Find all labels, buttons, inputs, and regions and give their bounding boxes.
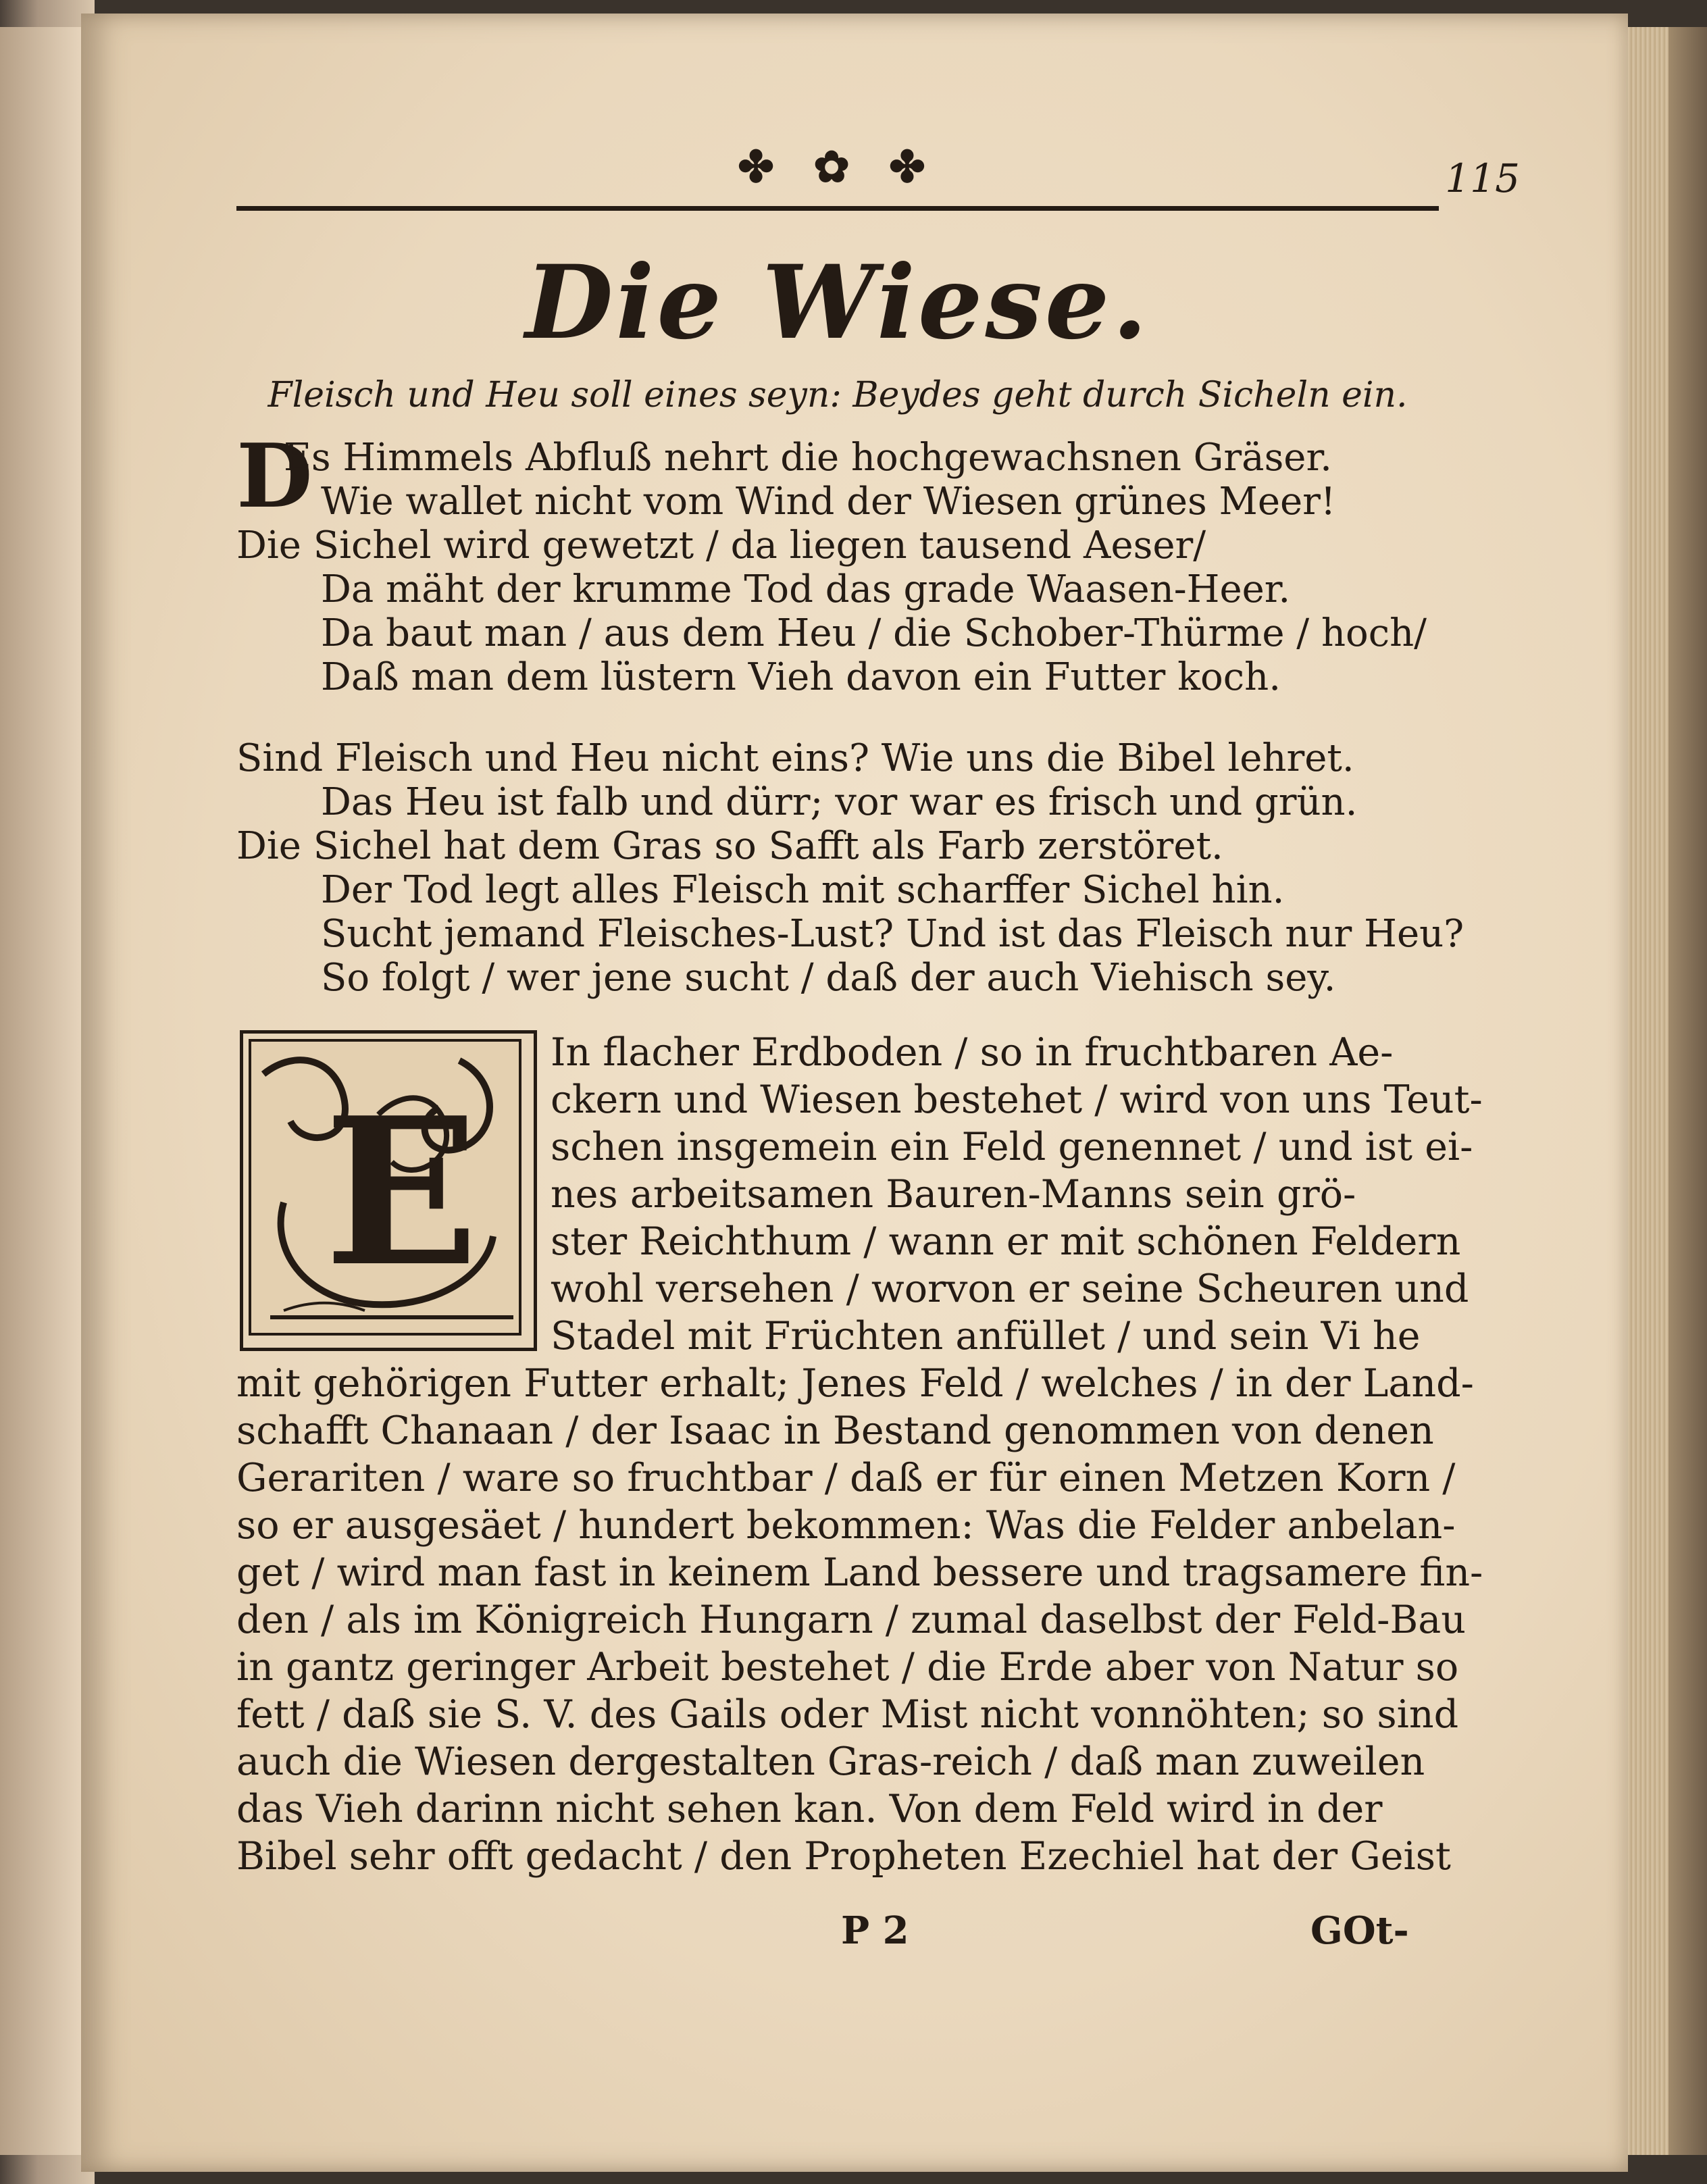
motto: Fleisch und Heu soll eines seyn: Beydes geht durch Sicheln ein. — [267, 375, 1408, 415]
poem-line: Sind Fleisch und Heu nicht eins? Wie uns die Bibel lehret. — [236, 736, 1354, 780]
poem-drop-initial: D — [236, 424, 313, 528]
prose-line: Gerariten / ware so fruchtbar / daß er für einen Metzen Korn / — [236, 1456, 1456, 1500]
prose-line: Bibel sehr offt gedacht / den Propheten Ezechiel hat der Geist — [236, 1834, 1451, 1879]
poem-line: Die Sichel hat dem Gras so Safft als Farb zerstöret. — [236, 824, 1223, 868]
poem-line: So folgt / wer jene sucht / daß der auch Viehisch sey. — [321, 956, 1336, 1000]
prose-line: nes arbeitsamen Bauren-Manns sein grö- — [551, 1172, 1356, 1217]
poem-line: Der Tod legt alles Fleisch mit scharffer Sichel hin. — [321, 868, 1285, 912]
prose-line: Stadel mit Früchten anfüllet / und sein Vi he — [551, 1314, 1421, 1358]
poem-line: Da mäht der krumme Tod das grade Waasen-Heer. — [321, 567, 1291, 611]
header-rule — [236, 206, 1439, 211]
page-number: 115 — [1445, 155, 1520, 201]
poem-line: Da baut man / aus dem Heu / die Schober-Thürme / hoch/ — [321, 611, 1427, 655]
prose-line: In flacher Erdboden / so in fruchtbaren Ae- — [551, 1030, 1394, 1075]
left-page-edge — [0, 27, 81, 2155]
prose-line: den / als im Königreich Hungarn / zumal daselbst der Feld-Bau — [236, 1598, 1466, 1642]
book-fore-edge — [1668, 27, 1707, 2155]
poem-line: Sucht jemand Fleisches-Lust? Und ist das Fleisch nur Heu? — [321, 912, 1464, 956]
signature-mark: P 2 — [841, 1908, 909, 1953]
svg-text:E: E — [324, 1073, 479, 1311]
running-head — [236, 135, 1520, 209]
poem-line: Es Himmels Abfluß nehrt die hochgewachsnen Gräser. — [284, 436, 1332, 480]
prose-line: so er ausgesäet / hundert bekommen: Was die Felder anbelan- — [236, 1503, 1456, 1548]
poem-line: Wie wallet nicht vom Wind der Wiesen grünes Meer! — [321, 480, 1336, 524]
prose-line: schafft Chanaan / der Isaac in Bestand genommen von denen — [236, 1408, 1434, 1453]
prose-line: ckern und Wiesen bestehet / wird von uns Teut- — [551, 1077, 1483, 1122]
prose-line: get / wird man fast in keinem Land bessere und tragsamere fin- — [236, 1550, 1483, 1595]
prose-line: schen insgemein ein Feld genennet / und ist ei- — [551, 1125, 1473, 1169]
prose-line: mit gehörigen Futter erhalt; Jenes Feld / welches / in der Land- — [236, 1361, 1474, 1406]
catchword: GOt- — [1310, 1908, 1409, 1953]
prose-line: auch die Wiesen dergestalten Gras-reich / daß man zuweilen — [236, 1739, 1425, 1784]
poem-line: Daß man dem lüstern Vieh davon ein Futter koch. — [321, 655, 1281, 699]
prose-line: ster Reichthum / wann er mit schönen Feldern — [551, 1219, 1461, 1264]
header-ornament: ✤ ✿ ✤ — [738, 142, 938, 193]
prose-line: wohl versehen / worvon er seine Scheuren und — [551, 1267, 1469, 1311]
poem-line: Das Heu ist falb und dürr; vor war es frisch und grün. — [321, 780, 1358, 824]
prose-line: das Vieh darinn nicht sehen kan. Von dem Feld wird in der — [236, 1787, 1383, 1831]
prose-line: in gantz geringer Arbeit bestehet / die Erde aber von Natur so — [236, 1645, 1459, 1690]
page-title: Die Wiese. — [525, 243, 1150, 362]
woodcut-initial-e-icon — [240, 1030, 537, 1351]
poem-line: Die Sichel wird gewetzt / da liegen tausend Aeser/ — [236, 524, 1206, 567]
prose-line: fett / daß sie S. V. des Gails oder Mist nicht vonnöhten; so sind — [236, 1692, 1459, 1737]
